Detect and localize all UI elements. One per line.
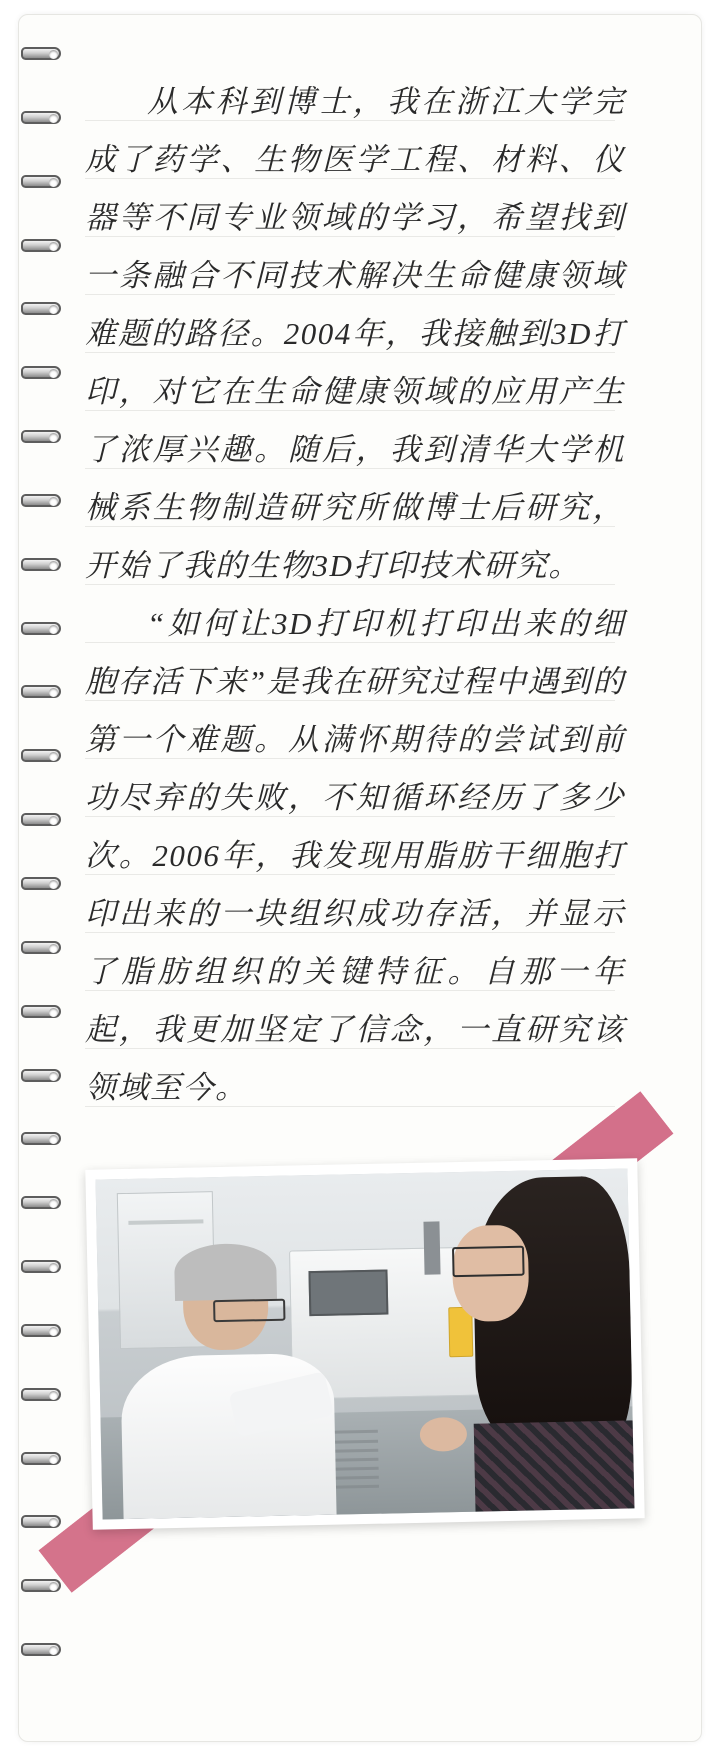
ring-hole [49, 625, 58, 634]
spiral-ring [19, 875, 65, 895]
ruled-line [85, 700, 615, 701]
spiral-binding [19, 45, 79, 1705]
ring-hole [49, 1263, 58, 1272]
ring-hole [49, 880, 58, 889]
ring-hole [49, 114, 58, 123]
patterned-dress [474, 1420, 635, 1512]
person-researcher-right [447, 1168, 635, 1512]
hand [419, 1417, 467, 1452]
spiral-ring [19, 1513, 65, 1533]
ring-hole [49, 50, 58, 59]
photo-frame [85, 1158, 644, 1529]
ring-hole [49, 497, 58, 506]
ring-hole [49, 1072, 58, 1081]
ring-hole [49, 433, 58, 442]
ring-hole [49, 242, 58, 251]
spiral-ring [19, 1130, 65, 1150]
ruled-line [85, 294, 615, 295]
spiral-ring [19, 939, 65, 959]
hair [173, 1243, 276, 1301]
person-researcher-left [118, 1236, 337, 1519]
glasses-icon [213, 1298, 286, 1322]
spiral-ring [19, 683, 65, 703]
ruled-line [85, 758, 615, 759]
photo-collage [75, 1150, 655, 1540]
spiral-ring [19, 173, 65, 193]
spiral-ring [19, 1067, 65, 1087]
spiral-ring [19, 620, 65, 640]
handwritten-text-body [85, 73, 625, 1117]
ring-hole [49, 561, 58, 570]
ring-hole [49, 1455, 58, 1464]
ring-hole [49, 944, 58, 953]
spiral-ring [19, 300, 65, 320]
ruled-line [85, 990, 615, 991]
ruled-line [85, 584, 615, 585]
ruled-line [85, 236, 615, 237]
spiral-ring [19, 747, 65, 767]
spiral-ring [19, 1003, 65, 1023]
spiral-ring [19, 1386, 65, 1406]
spiral-ring [19, 1258, 65, 1278]
ruled-line [85, 816, 615, 817]
ruled-line [85, 1048, 615, 1049]
ruled-line [85, 874, 615, 875]
spiral-ring [19, 1577, 65, 1597]
ring-hole [49, 1391, 58, 1400]
ring-hole [49, 1008, 58, 1017]
paragraph-2: “如何让3D打印机打印出来的细胞存活下来”是我在研究过程中遇到的第一个难题。从满怀期待的尝试到前功尽弃的失败，不知循环经历了多少次。2006年，我发现用脂肪干细胞打印出来的一块组织成功存活，并显示了脂肪组织的关键特征。自那一年起，我更加坚定了信念，一直研究该领域至今。 [85, 606, 625, 1105]
spiral-ring [19, 811, 65, 831]
ring-hole [49, 1327, 58, 1336]
ruled-line [85, 178, 615, 179]
spiral-ring [19, 1450, 65, 1470]
spiral-ring [19, 237, 65, 257]
spiral-ring [19, 492, 65, 512]
ruled-line [85, 120, 615, 121]
ruled-line [85, 932, 615, 933]
spiral-ring [19, 364, 65, 384]
ruled-line [85, 642, 615, 643]
ruled-line [85, 1106, 615, 1107]
ruled-line [85, 526, 615, 527]
spiral-ring [19, 1194, 65, 1214]
notebook-paper [18, 14, 702, 1742]
spiral-ring [19, 45, 65, 65]
paragraph-1: 从本科到博士，我在浙江大学完成了药学、生物医学工程、材料、仪器等不同专业领域的学习，希望找到一条融合不同技术解决生命健康领域难题的路径。2004年，我接触到3D打印，对它在生命健康领域的应用产生了浓厚兴趣。随后，我到清华大学机械系生物制造研究所做博士后研究，开始了我的生物3D打印技术研究。 [85, 84, 625, 583]
printer-nozzle-icon [424, 1222, 441, 1275]
spiral-ring [19, 556, 65, 576]
ruled-line [85, 352, 615, 353]
spiral-ring [19, 109, 65, 129]
spiral-ring [19, 1641, 65, 1661]
ruled-line [85, 468, 615, 469]
lab-photo [95, 1168, 634, 1519]
spiral-ring [19, 428, 65, 448]
glasses-icon [452, 1245, 525, 1277]
ruled-line [85, 410, 615, 411]
ring-hole [49, 178, 58, 187]
spiral-ring [19, 1322, 65, 1342]
